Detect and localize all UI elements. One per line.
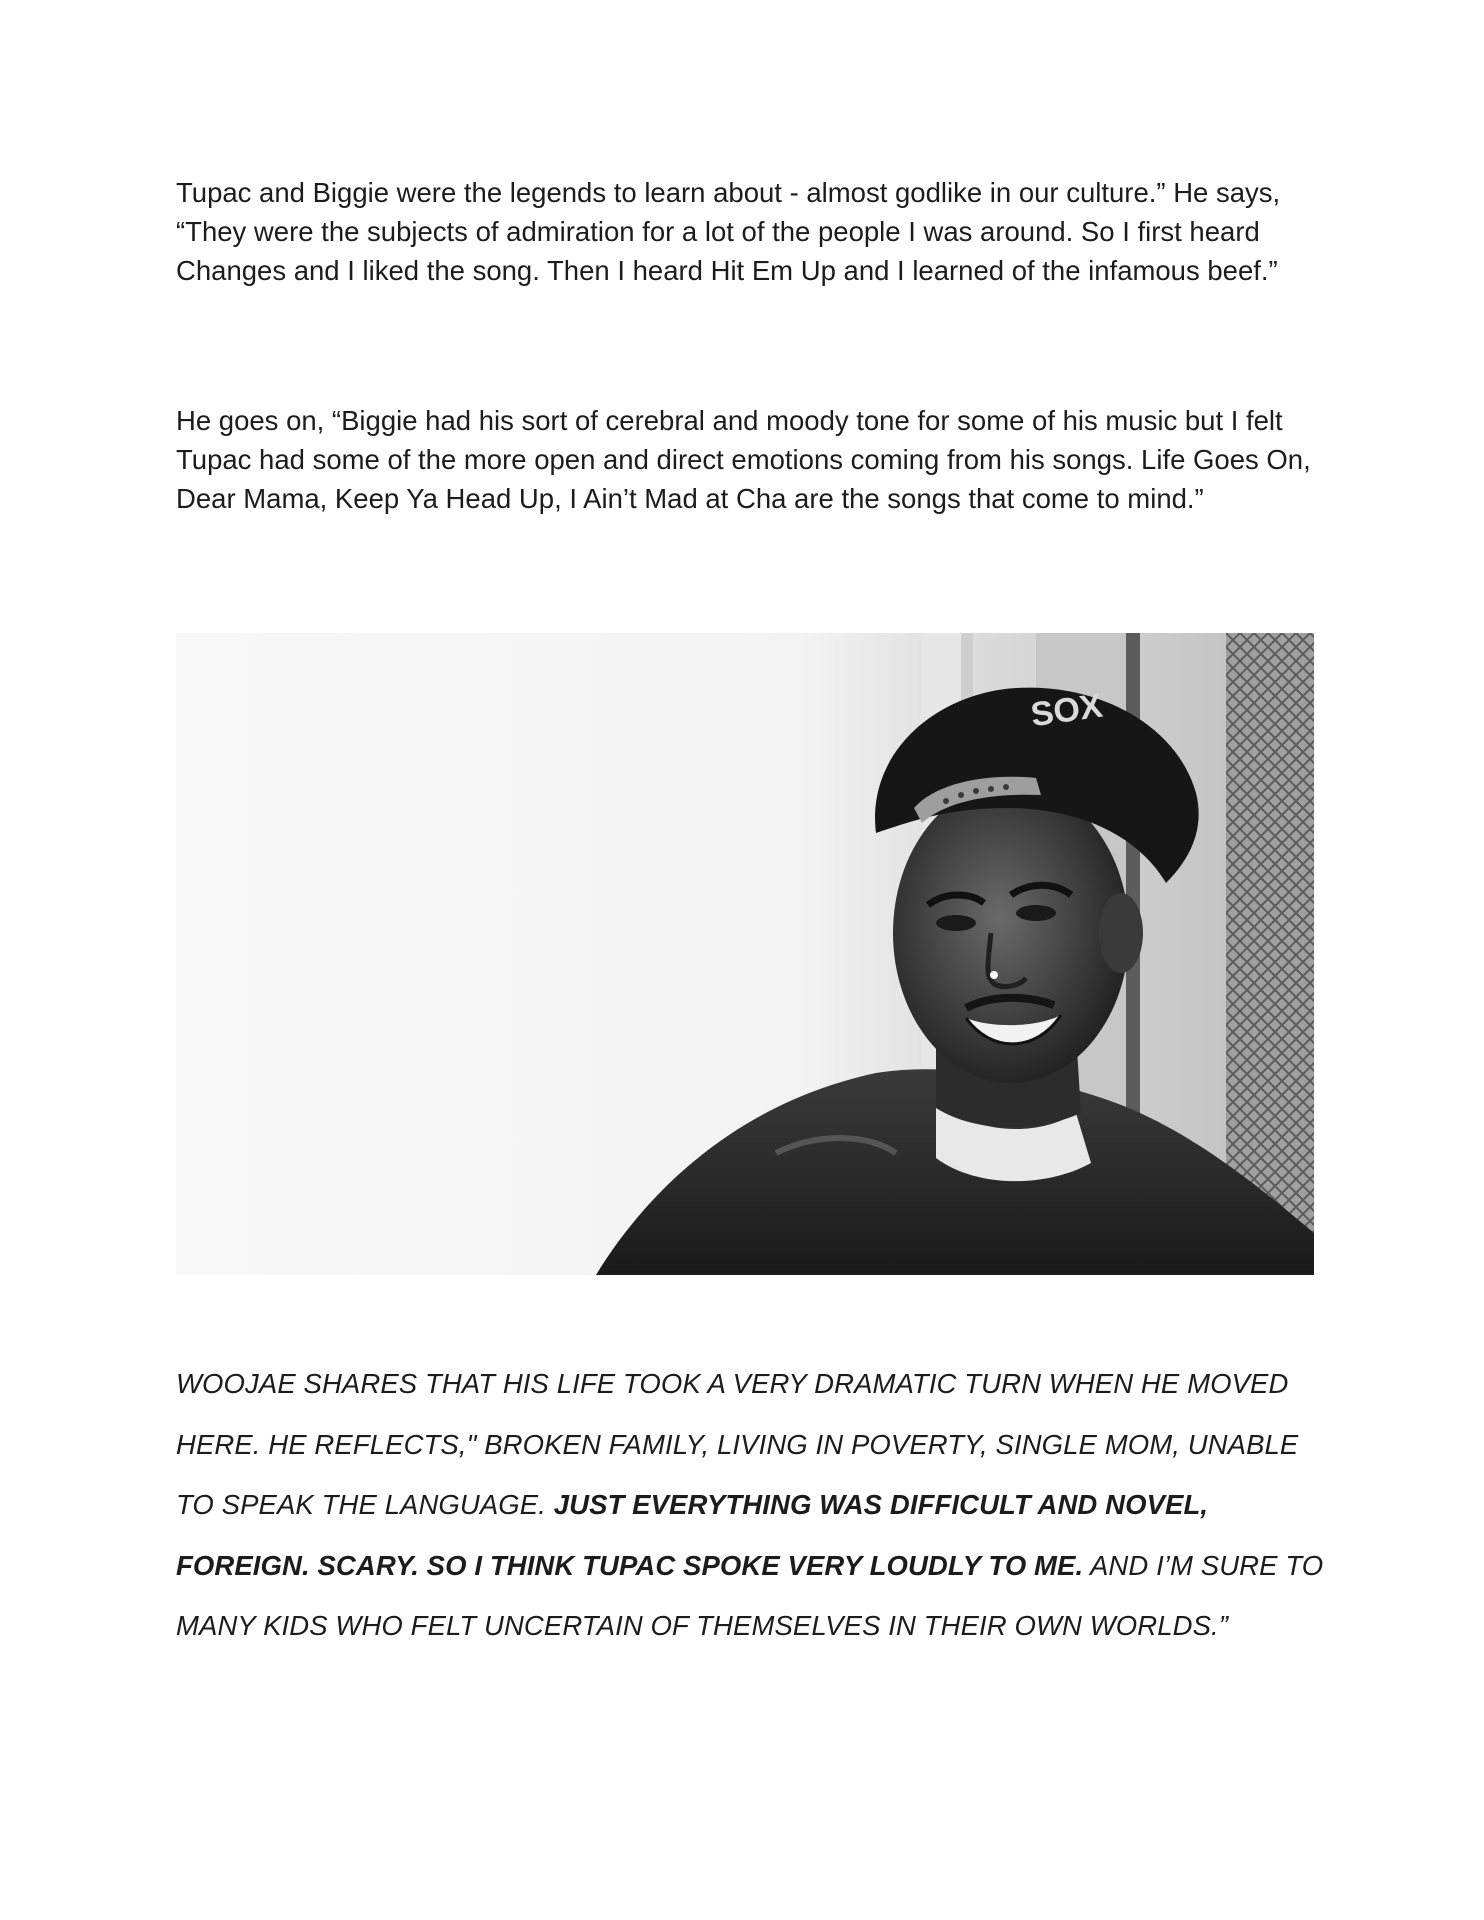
paragraph-biggie-tupac: He goes on, “Biggie had his sort of cerebral and moody tone for some of his music but I felt Tupac had some of the more open and direct emotions coming from his songs. Life Goes On, Dear Mama, Keep Ya Head Up, I Ain’t Mad at Cha are the songs that come to mind.” (176, 405, 1311, 514)
quote-part-1: WOOJAE SHARES THAT HIS LIFE TOOK A VERY DRAMATIC TURN WHEN HE MOVED HERE. HE REFLECTS," BROKEN FAMILY, LIVING IN POVERTY, SINGLE MOM, UNABLE TO SPEAK THE LANGUAGE. (176, 1368, 1299, 1520)
quote-part-2: AND I’M SURE TO MANY KIDS WHO FELT UNCERTAIN OF THEMSELVES IN THEIR OWN WORLDS.” (176, 1549, 1324, 1641)
pull-quote (176, 1354, 1326, 1657)
portrait-illustration (176, 633, 1314, 1275)
paragraph-intro: Tupac and Biggie were the legends to learn about - almost godlike in our culture.” He says, “They were the subjects of admiration for a lot of the people I was around. So I first heard Changes and I liked the song. Then I heard Hit Em Up and I learned of the infamous beef.” (176, 177, 1281, 286)
tupac-portrait-photo (176, 633, 1314, 1275)
cap-logo-text: SOX (1028, 686, 1105, 735)
quote-bold-part: JUST EVERYTHING WAS DIFFICULT AND NOVEL, FOREIGN. SCARY. SO I THINK TUPAC SPOKE VERY LOUDLY TO ME. (176, 1489, 1209, 1581)
